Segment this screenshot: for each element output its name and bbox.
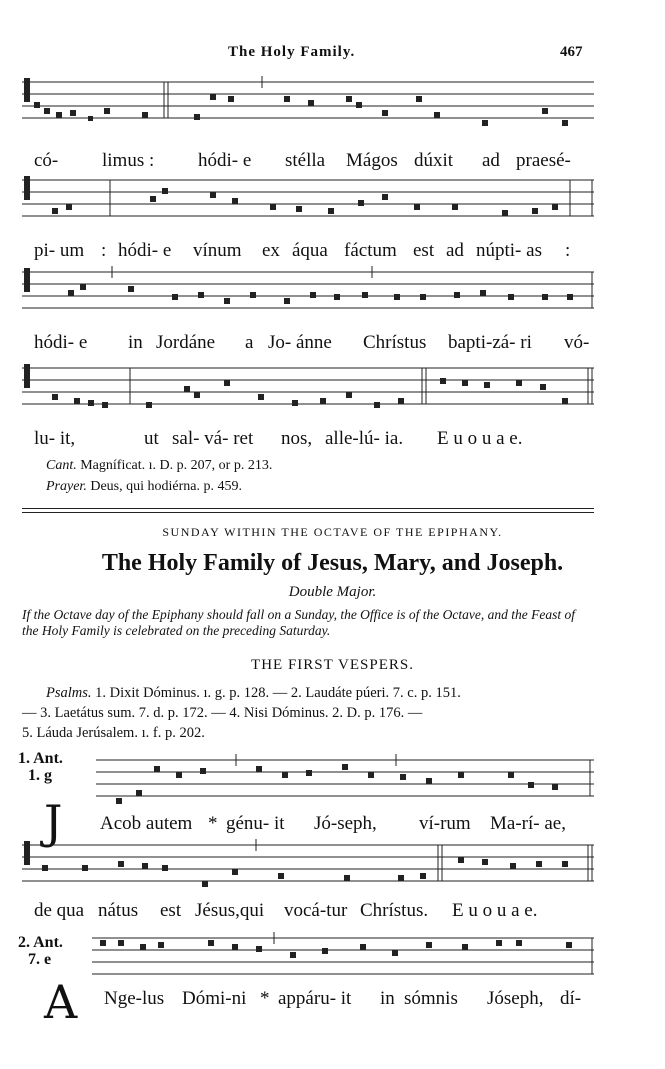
- syllable: *: [208, 813, 218, 834]
- section-divider: [22, 508, 594, 509]
- antiphon-mode: 7. e: [28, 951, 52, 968]
- syllable: bapti-zá- ri: [448, 332, 532, 353]
- syllable: nos,: [281, 428, 313, 449]
- antiphon-number: 1. Ant.: [18, 750, 63, 767]
- syllable: :: [101, 240, 107, 261]
- psalms-line-1: [46, 685, 461, 702]
- sunday-heading: SUNDAY WITHIN THE OCTAVE OF THE EPIPHANY.: [162, 525, 503, 539]
- syllable: lu- it,: [34, 428, 76, 449]
- prayer-text: Deus, qui hodiérna. p. 459.: [90, 479, 242, 494]
- syllable: Jó-seph,: [314, 813, 377, 834]
- syllable: pi- um: [34, 240, 85, 261]
- drop-cap-j: J: [44, 795, 63, 849]
- syllable: Acob autem: [100, 813, 193, 834]
- syllable: ad: [446, 240, 464, 261]
- syllable: dí-: [560, 988, 582, 1009]
- syllable: praesé-: [516, 150, 571, 171]
- syllable: de qua: [34, 900, 85, 921]
- syllable: Mágos: [346, 150, 398, 171]
- syllable: génu- it: [226, 813, 285, 834]
- syllable: Ma-rí- ae,: [490, 813, 566, 834]
- running-header: [0, 44, 665, 68]
- psalms-label: Psalms.: [46, 685, 92, 701]
- syllable: appáru- it: [278, 988, 352, 1009]
- syllable: E u o u a e.: [452, 900, 538, 921]
- chant-staff-2: [22, 170, 594, 228]
- cant-reference: [46, 458, 272, 474]
- rubric: If the Octave day of the Epiphany should fall on a Sunday, the Office is of the Octave, and the Feast of the Holy Family is celebrated on the preceding Saturday.: [22, 607, 576, 638]
- running-title: The Holy Family.: [228, 44, 356, 60]
- syllable: vó-: [564, 332, 590, 353]
- cant-text: Magníficat. ı. D. p. 207, or p. 213.: [80, 458, 273, 473]
- syllable: ut: [144, 428, 159, 449]
- syllable: a: [245, 332, 254, 353]
- cant-label: Cant.: [46, 458, 77, 473]
- syllable: *: [260, 988, 270, 1009]
- syllable: có-: [34, 150, 59, 171]
- syllable: E u o u a e.: [437, 428, 523, 449]
- chant-staff-5: [96, 750, 594, 808]
- page-number: 467: [560, 44, 583, 60]
- syllable: hódi- e: [198, 150, 252, 171]
- drop-cap-a: A: [44, 975, 78, 1029]
- psalms-line-3: 5. Láuda Jerúsalem. ı. f. p. 202.: [22, 725, 205, 741]
- syllable: núpti- as: [476, 240, 542, 261]
- syllable: stélla: [285, 150, 326, 171]
- vespers-heading: THE FIRST VESPERS.: [251, 657, 414, 673]
- psalms-line-2: — 3. Laetátus sum. 7. d. p. 172. — 4. Nisi Dóminus. 2. D. p. 176. —: [22, 705, 423, 721]
- syllable: est: [160, 900, 182, 921]
- prayer-reference: [46, 479, 242, 495]
- syllable: limus :: [102, 150, 155, 171]
- chant-staff-1: [22, 72, 594, 130]
- syllable: in: [380, 988, 395, 1009]
- psalms-text-1: 1. Dixit Dóminus. ı. g. p. 128. — 2. Laudáte púeri. 7. c. p. 151.: [95, 685, 461, 701]
- antiphon-number: 2. Ant.: [18, 934, 63, 951]
- syllable: Jordáne: [156, 332, 216, 353]
- syllable: Dómi-ni: [182, 988, 247, 1009]
- antiphon-2-label: [18, 934, 63, 968]
- syllable: sómnis: [404, 988, 458, 1009]
- syllable: hódi- e: [118, 240, 172, 261]
- syllable: sal- vá- ret: [172, 428, 254, 449]
- section-divider-2: [22, 512, 594, 513]
- syllable: dúxit: [414, 150, 454, 171]
- syllable: :: [565, 240, 571, 261]
- feast-title: The Holy Family of Jesus, Mary, and Joseph.: [101, 550, 564, 576]
- syllable: Jo- ánne: [268, 332, 332, 353]
- chant-staff-6: [22, 835, 594, 893]
- syllable: Nge-lus: [104, 988, 165, 1009]
- syllable: Jésus,qui: [195, 900, 265, 921]
- syllable: nátus: [98, 900, 139, 921]
- syllable: hódi- e: [34, 332, 88, 353]
- syllable: vínum: [193, 240, 242, 261]
- syllable: alle-lú- ia.: [325, 428, 404, 449]
- syllable: áqua: [292, 240, 328, 261]
- syllable: vocá-tur: [284, 900, 348, 921]
- syllable: ex: [262, 240, 280, 261]
- syllable: in: [128, 332, 143, 353]
- chant-staff-3: [22, 262, 594, 320]
- syllable: ad: [482, 150, 500, 171]
- syllable: ví-rum: [419, 813, 471, 834]
- syllable: est: [413, 240, 435, 261]
- feast-rank: Double Major.: [288, 584, 377, 600]
- syllable: Chrístus.: [360, 900, 429, 921]
- prayer-label: Prayer.: [46, 479, 87, 494]
- syllable: Chrístus: [363, 332, 427, 353]
- antiphon-mode: 1. g: [28, 767, 52, 784]
- chant-staff-7: [92, 928, 594, 986]
- antiphon-1-label: [18, 750, 63, 784]
- chant-staff-4: [22, 358, 594, 416]
- syllable: Jóseph,: [487, 988, 544, 1009]
- syllable: fáctum: [344, 240, 397, 261]
